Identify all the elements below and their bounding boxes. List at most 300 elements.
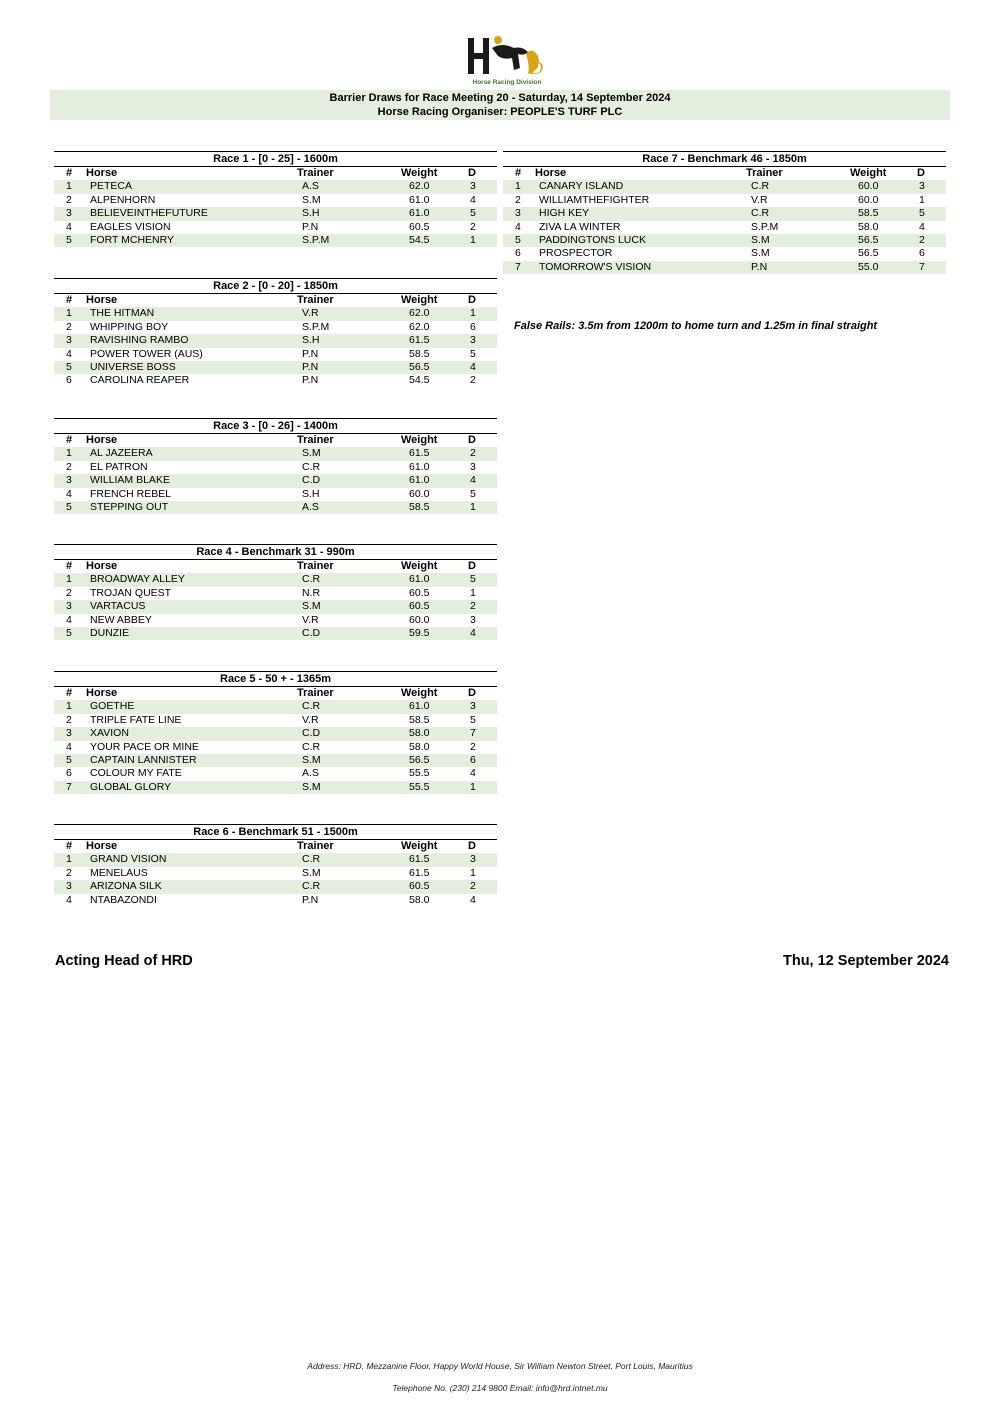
table-row bbox=[54, 627, 497, 640]
cell-weight: 60.0 bbox=[409, 613, 430, 626]
cell-num: 7 bbox=[66, 780, 72, 793]
cell-horse: YOUR PACE OR MINE bbox=[90, 740, 199, 753]
cell-trainer: S.M bbox=[302, 753, 321, 766]
cell-weight: 61.0 bbox=[409, 700, 430, 713]
cell-d: 3 bbox=[919, 180, 925, 193]
race-title: Race 7 - Benchmark 46 - 1850m bbox=[503, 151, 946, 166]
cell-horse: VARTACUS bbox=[90, 600, 146, 613]
cell-weight: 61.5 bbox=[409, 853, 430, 866]
cell-weight: 61.5 bbox=[409, 334, 430, 347]
table-row bbox=[54, 573, 497, 586]
cell-trainer: S.P.M bbox=[302, 233, 330, 246]
cell-weight: 55.5 bbox=[409, 780, 430, 793]
cell-d: 5 bbox=[470, 487, 476, 500]
false-rails-note: False Rails: 3.5m from 1200m to home turn and 1.25m in final straight bbox=[514, 320, 878, 332]
cell-trainer: P.N bbox=[302, 347, 319, 360]
cell-d: 7 bbox=[470, 727, 476, 740]
cell-weight: 62.0 bbox=[409, 180, 430, 193]
cell-d: 6 bbox=[470, 320, 476, 333]
cell-d: 4 bbox=[470, 767, 476, 780]
table-row bbox=[54, 853, 497, 866]
cell-d: 1 bbox=[470, 586, 476, 599]
table-row bbox=[54, 600, 497, 613]
cell-num: 1 bbox=[66, 307, 72, 320]
cell-d: 3 bbox=[470, 700, 476, 713]
table-row bbox=[54, 194, 497, 207]
cell-d: 1 bbox=[919, 193, 925, 206]
cell-weight: 56.5 bbox=[409, 753, 430, 766]
cell-horse: ZIVA LA WINTER bbox=[539, 220, 621, 233]
cell-horse: GOETHE bbox=[90, 700, 135, 713]
table-header bbox=[503, 166, 946, 180]
cell-d: 3 bbox=[470, 334, 476, 347]
cell-weight: 59.5 bbox=[409, 626, 430, 639]
cell-num: 3 bbox=[66, 880, 72, 893]
cell-num: 2 bbox=[66, 713, 72, 726]
cell-trainer: S.H bbox=[302, 487, 320, 500]
cell-trainer: S.M bbox=[302, 447, 321, 460]
table-row bbox=[54, 867, 497, 880]
cell-trainer: S.H bbox=[302, 207, 320, 220]
cell-weight: 60.0 bbox=[409, 487, 430, 500]
table-row bbox=[503, 221, 946, 234]
cell-horse: XAVION bbox=[90, 727, 129, 740]
cell-horse: EL PATRON bbox=[90, 460, 148, 473]
table-row bbox=[503, 194, 946, 207]
cell-horse: CANARY ISLAND bbox=[539, 180, 624, 193]
cell-num: 5 bbox=[66, 233, 72, 246]
race-table-1 bbox=[54, 151, 497, 247]
cell-trainer: C.R bbox=[302, 880, 321, 893]
cell-weight: 56.5 bbox=[409, 360, 430, 373]
table-row bbox=[503, 207, 946, 220]
table-row bbox=[54, 374, 497, 387]
race-title: Race 2 - [0 - 20] - 1850m bbox=[54, 278, 497, 293]
cell-d: 4 bbox=[470, 360, 476, 373]
cell-trainer: C.R bbox=[302, 573, 321, 586]
column-header-horse: Horse bbox=[535, 167, 567, 179]
cell-num: 1 bbox=[66, 573, 72, 586]
table-row bbox=[503, 261, 946, 274]
cell-d: 6 bbox=[470, 753, 476, 766]
cell-trainer: V.R bbox=[302, 307, 319, 320]
table-row bbox=[54, 754, 497, 767]
cell-trainer: V.R bbox=[751, 193, 768, 206]
cell-d: 3 bbox=[470, 460, 476, 473]
cell-weight: 54.5 bbox=[409, 374, 430, 387]
table-row bbox=[54, 334, 497, 347]
cell-horse: PADDINGTONS LUCK bbox=[539, 233, 646, 246]
column-header-weight: Weight bbox=[401, 840, 438, 852]
cell-trainer: P.N bbox=[302, 360, 319, 373]
cell-trainer: C.R bbox=[302, 700, 321, 713]
logo-subtitle: Horse Racing Division bbox=[472, 79, 542, 86]
table-header bbox=[54, 166, 497, 180]
cell-horse: NTABAZONDI bbox=[90, 893, 157, 906]
cell-d: 2 bbox=[470, 740, 476, 753]
column-header-horse: Horse bbox=[86, 560, 118, 572]
cell-trainer: N.R bbox=[302, 586, 321, 599]
cell-num: 6 bbox=[66, 374, 72, 387]
cell-weight: 58.5 bbox=[409, 500, 430, 513]
table-row bbox=[54, 207, 497, 220]
cell-trainer: S.M bbox=[302, 193, 321, 206]
table-row bbox=[54, 488, 497, 501]
cell-weight: 60.5 bbox=[409, 586, 430, 599]
cell-horse: POWER TOWER (AUS) bbox=[90, 347, 203, 360]
table-row bbox=[54, 880, 497, 893]
cell-horse: TROJAN QUEST bbox=[90, 586, 172, 599]
column-header-num: # bbox=[66, 294, 73, 306]
cell-weight: 54.5 bbox=[409, 233, 430, 246]
cell-d: 6 bbox=[919, 247, 925, 260]
cell-trainer: A.S bbox=[302, 180, 319, 193]
cell-num: 1 bbox=[66, 447, 72, 460]
table-header bbox=[54, 559, 497, 573]
cell-num: 5 bbox=[66, 626, 72, 639]
cell-weight: 60.5 bbox=[409, 220, 430, 233]
cell-num: 2 bbox=[66, 866, 72, 879]
cell-horse: CAROLINA REAPER bbox=[90, 374, 190, 387]
cell-num: 4 bbox=[66, 487, 72, 500]
cell-weight: 61.0 bbox=[409, 573, 430, 586]
cell-d: 5 bbox=[470, 207, 476, 220]
cell-num: 3 bbox=[66, 207, 72, 220]
table-row bbox=[54, 700, 497, 713]
cell-num: 2 bbox=[515, 193, 521, 206]
cell-num: 4 bbox=[66, 740, 72, 753]
cell-horse: EAGLES VISION bbox=[90, 220, 171, 233]
column-header-weight: Weight bbox=[401, 434, 438, 446]
cell-horse: PROSPECTOR bbox=[539, 247, 613, 260]
cell-num: 1 bbox=[515, 180, 521, 193]
cell-d: 3 bbox=[470, 180, 476, 193]
cell-trainer: S.P.M bbox=[751, 220, 779, 233]
cell-horse: WILLIAMTHEFIGHTER bbox=[539, 193, 650, 206]
cell-weight: 60.5 bbox=[409, 600, 430, 613]
table-header bbox=[54, 686, 497, 700]
cell-horse: PETECA bbox=[90, 180, 133, 193]
cell-trainer: P.N bbox=[751, 260, 768, 273]
column-header-horse: Horse bbox=[86, 434, 118, 446]
column-header-num: # bbox=[66, 434, 73, 446]
cell-trainer: C.R bbox=[302, 740, 321, 753]
cell-horse: STEPPING OUT bbox=[90, 500, 169, 513]
column-header-d: D bbox=[468, 560, 476, 572]
cell-d: 4 bbox=[470, 893, 476, 906]
cell-horse: GLOBAL GLORY bbox=[90, 780, 172, 793]
cell-num: 2 bbox=[66, 460, 72, 473]
cell-d: 2 bbox=[470, 447, 476, 460]
cell-num: 2 bbox=[66, 193, 72, 206]
cell-num: 2 bbox=[66, 586, 72, 599]
column-header-horse: Horse bbox=[86, 687, 118, 699]
table-row bbox=[54, 461, 497, 474]
cell-d: 2 bbox=[470, 600, 476, 613]
cell-horse: CAPTAIN LANNISTER bbox=[90, 753, 197, 766]
cell-horse: ARIZONA SILK bbox=[90, 880, 162, 893]
column-header-weight: Weight bbox=[850, 167, 887, 179]
cell-horse: ALPENHORN bbox=[90, 193, 156, 206]
column-header-weight: Weight bbox=[401, 167, 438, 179]
cell-trainer: C.D bbox=[302, 474, 321, 487]
column-header-num: # bbox=[66, 687, 73, 699]
cell-horse: FRENCH REBEL bbox=[90, 487, 172, 500]
table-row bbox=[54, 221, 497, 234]
cell-num: 3 bbox=[66, 474, 72, 487]
table-row bbox=[54, 741, 497, 754]
table-header bbox=[54, 839, 497, 853]
cell-weight: 55.0 bbox=[858, 260, 879, 273]
cell-weight: 61.0 bbox=[409, 207, 430, 220]
cell-horse: COLOUR MY FATE bbox=[90, 767, 182, 780]
column-header-horse: Horse bbox=[86, 840, 118, 852]
cell-num: 3 bbox=[515, 207, 521, 220]
column-header-num: # bbox=[66, 560, 73, 572]
column-header-weight: Weight bbox=[401, 560, 438, 572]
signature-date: Thu, 12 September 2024 bbox=[782, 953, 949, 969]
column-header-d: D bbox=[468, 434, 476, 446]
cell-horse: FORT MCHENRY bbox=[90, 233, 175, 246]
cell-d: 4 bbox=[470, 626, 476, 639]
cell-horse: BROADWAY ALLEY bbox=[90, 573, 185, 586]
cell-weight: 58.0 bbox=[409, 893, 430, 906]
cell-weight: 61.0 bbox=[409, 193, 430, 206]
column-header-trainer: Trainer bbox=[746, 167, 783, 179]
table-row bbox=[54, 714, 497, 727]
cell-trainer: P.N bbox=[302, 374, 319, 387]
cell-d: 5 bbox=[470, 573, 476, 586]
cell-d: 1 bbox=[470, 780, 476, 793]
cell-horse: WILLIAM BLAKE bbox=[90, 474, 170, 487]
cell-trainer: C.R bbox=[302, 460, 321, 473]
cell-trainer: S.M bbox=[302, 600, 321, 613]
race-table-4 bbox=[54, 544, 497, 640]
cell-trainer: C.R bbox=[751, 180, 770, 193]
cell-num: 4 bbox=[66, 893, 72, 906]
cell-d: 4 bbox=[470, 193, 476, 206]
cell-num: 4 bbox=[66, 613, 72, 626]
cell-num: 5 bbox=[66, 500, 72, 513]
cell-num: 7 bbox=[515, 260, 521, 273]
cell-horse: AL JAZEERA bbox=[90, 447, 153, 460]
cell-num: 4 bbox=[66, 347, 72, 360]
cell-weight: 58.5 bbox=[409, 713, 430, 726]
cell-trainer: P.N bbox=[302, 893, 319, 906]
cell-num: 5 bbox=[515, 233, 521, 246]
cell-d: 7 bbox=[919, 260, 925, 273]
cell-trainer: P.N bbox=[302, 220, 319, 233]
race-table-7 bbox=[503, 151, 946, 274]
cell-weight: 61.0 bbox=[409, 460, 430, 473]
cell-weight: 56.5 bbox=[858, 247, 879, 260]
cell-weight: 62.0 bbox=[409, 320, 430, 333]
cell-weight: 58.0 bbox=[409, 740, 430, 753]
cell-d: 1 bbox=[470, 866, 476, 879]
column-header-d: D bbox=[468, 840, 476, 852]
cell-d: 2 bbox=[470, 880, 476, 893]
column-header-d: D bbox=[468, 687, 476, 699]
footer-address: Address: HRD, Mezzanine Floor, Happy World House, Sir William Newton Street, Port Louis, Mauritius bbox=[307, 1361, 693, 1371]
cell-weight: 60.0 bbox=[858, 193, 879, 206]
cell-d: 4 bbox=[919, 220, 925, 233]
cell-num: 1 bbox=[66, 700, 72, 713]
table-row bbox=[54, 234, 497, 247]
table-row bbox=[54, 501, 497, 514]
cell-trainer: C.R bbox=[751, 207, 770, 220]
cell-d: 3 bbox=[470, 853, 476, 866]
cell-trainer: S.P.M bbox=[302, 320, 330, 333]
cell-weight: 60.5 bbox=[409, 880, 430, 893]
column-header-trainer: Trainer bbox=[297, 294, 334, 306]
table-row bbox=[54, 321, 497, 334]
cell-d: 2 bbox=[470, 374, 476, 387]
table-row bbox=[54, 614, 497, 627]
cell-weight: 60.0 bbox=[858, 180, 879, 193]
cell-trainer: C.D bbox=[302, 727, 321, 740]
cell-trainer: V.R bbox=[302, 713, 319, 726]
race-title: Race 1 - [0 - 25] - 1600m bbox=[54, 151, 497, 166]
table-row bbox=[54, 361, 497, 374]
signatory-title: Acting Head of HRD bbox=[55, 953, 193, 969]
table-row bbox=[54, 727, 497, 740]
column-header-num: # bbox=[66, 167, 73, 179]
column-header-horse: Horse bbox=[86, 167, 118, 179]
cell-num: 6 bbox=[66, 767, 72, 780]
race-title: Race 5 - 50 + - 1365m bbox=[54, 671, 497, 686]
cell-weight: 62.0 bbox=[409, 307, 430, 320]
cell-horse: TRIPLE FATE LINE bbox=[90, 713, 182, 726]
race-table-6 bbox=[54, 824, 497, 907]
cell-weight: 58.5 bbox=[409, 347, 430, 360]
column-header-trainer: Trainer bbox=[297, 434, 334, 446]
cell-trainer: S.M bbox=[302, 866, 321, 879]
cell-num: 5 bbox=[66, 753, 72, 766]
cell-trainer: S.M bbox=[751, 233, 770, 246]
cell-d: 4 bbox=[470, 474, 476, 487]
cell-d: 1 bbox=[470, 307, 476, 320]
race-table-3 bbox=[54, 418, 497, 514]
footer-contact: Telephone No. (230) 214 9800 Email: info@hrd.intnet.mu bbox=[392, 1383, 608, 1393]
svg-text:D: D bbox=[530, 58, 543, 78]
column-header-horse: Horse bbox=[86, 294, 118, 306]
cell-weight: 55.5 bbox=[409, 767, 430, 780]
cell-num: 4 bbox=[66, 220, 72, 233]
cell-horse: GRAND VISION bbox=[90, 853, 167, 866]
column-header-d: D bbox=[917, 167, 925, 179]
table-row bbox=[54, 447, 497, 460]
cell-num: 5 bbox=[66, 360, 72, 373]
cell-trainer: C.R bbox=[302, 853, 321, 866]
table-row bbox=[54, 587, 497, 600]
cell-horse: DUNZIE bbox=[90, 626, 130, 639]
cell-num: 3 bbox=[66, 334, 72, 347]
column-header-weight: Weight bbox=[401, 294, 438, 306]
cell-d: 5 bbox=[470, 347, 476, 360]
cell-trainer: S.H bbox=[302, 334, 320, 347]
cell-d: 1 bbox=[470, 500, 476, 513]
cell-weight: 61.5 bbox=[409, 866, 430, 879]
cell-horse: THE HITMAN bbox=[90, 307, 155, 320]
cell-d: 2 bbox=[919, 233, 925, 246]
table-row bbox=[503, 180, 946, 193]
cell-trainer: V.R bbox=[302, 613, 319, 626]
cell-num: 4 bbox=[515, 220, 521, 233]
organiser-title: Horse Racing Organiser: PEOPLE'S TURF PLC bbox=[377, 105, 623, 118]
cell-horse: HIGH KEY bbox=[539, 207, 590, 220]
cell-horse: WHIPPING BOY bbox=[90, 320, 169, 333]
table-header bbox=[54, 293, 497, 307]
cell-horse: UNIVERSE BOSS bbox=[90, 360, 176, 373]
cell-num: 6 bbox=[515, 247, 521, 260]
cell-trainer: A.S bbox=[302, 767, 319, 780]
cell-trainer: S.M bbox=[751, 247, 770, 260]
cell-weight: 58.5 bbox=[858, 207, 879, 220]
cell-trainer: S.M bbox=[302, 780, 321, 793]
column-header-trainer: Trainer bbox=[297, 687, 334, 699]
cell-num: 3 bbox=[66, 600, 72, 613]
cell-d: 5 bbox=[919, 207, 925, 220]
race-title: Race 6 - Benchmark 51 - 1500m bbox=[54, 824, 497, 839]
table-row bbox=[54, 180, 497, 193]
race-title: Race 3 - [0 - 26] - 1400m bbox=[54, 418, 497, 433]
table-header bbox=[54, 433, 497, 447]
cell-num: 3 bbox=[66, 727, 72, 740]
cell-num: 1 bbox=[66, 180, 72, 193]
table-row bbox=[54, 307, 497, 320]
cell-weight: 61.0 bbox=[409, 474, 430, 487]
cell-trainer: C.D bbox=[302, 626, 321, 639]
cell-horse: MENELAUS bbox=[90, 866, 148, 879]
cell-d: 3 bbox=[470, 613, 476, 626]
column-header-weight: Weight bbox=[401, 687, 438, 699]
table-row bbox=[503, 247, 946, 260]
table-row bbox=[54, 781, 497, 794]
column-header-num: # bbox=[515, 167, 522, 179]
column-header-trainer: Trainer bbox=[297, 840, 334, 852]
cell-trainer: A.S bbox=[302, 500, 319, 513]
table-row bbox=[54, 894, 497, 907]
race-title: Race 4 - Benchmark 31 - 990m bbox=[54, 544, 497, 559]
cell-horse: TOMORROW'S VISION bbox=[539, 260, 652, 273]
column-header-num: # bbox=[66, 840, 73, 852]
race-table-5 bbox=[54, 671, 497, 794]
cell-weight: 61.5 bbox=[409, 447, 430, 460]
cell-d: 1 bbox=[470, 233, 476, 246]
column-header-d: D bbox=[468, 294, 476, 306]
table-row bbox=[503, 234, 946, 247]
column-header-trainer: Trainer bbox=[297, 167, 334, 179]
column-header-d: D bbox=[468, 167, 476, 179]
cell-horse: RAVISHING RAMBO bbox=[90, 334, 189, 347]
column-header-trainer: Trainer bbox=[297, 560, 334, 572]
cell-weight: 58.0 bbox=[858, 220, 879, 233]
cell-horse: NEW ABBEY bbox=[90, 613, 152, 626]
cell-weight: 56.5 bbox=[858, 233, 879, 246]
cell-weight: 58.0 bbox=[409, 727, 430, 740]
cell-num: 2 bbox=[66, 320, 72, 333]
table-row bbox=[54, 767, 497, 780]
header-banner bbox=[50, 90, 950, 120]
meeting-title: Barrier Draws for Race Meeting 20 - Saturday, 14 September 2024 bbox=[329, 92, 671, 104]
cell-d: 5 bbox=[470, 713, 476, 726]
cell-num: 1 bbox=[66, 853, 72, 866]
cell-horse: BELIEVEINTHEFUTURE bbox=[90, 207, 208, 220]
cell-d: 2 bbox=[470, 220, 476, 233]
table-row bbox=[54, 348, 497, 361]
table-row bbox=[54, 474, 497, 487]
race-table-2 bbox=[54, 278, 497, 388]
